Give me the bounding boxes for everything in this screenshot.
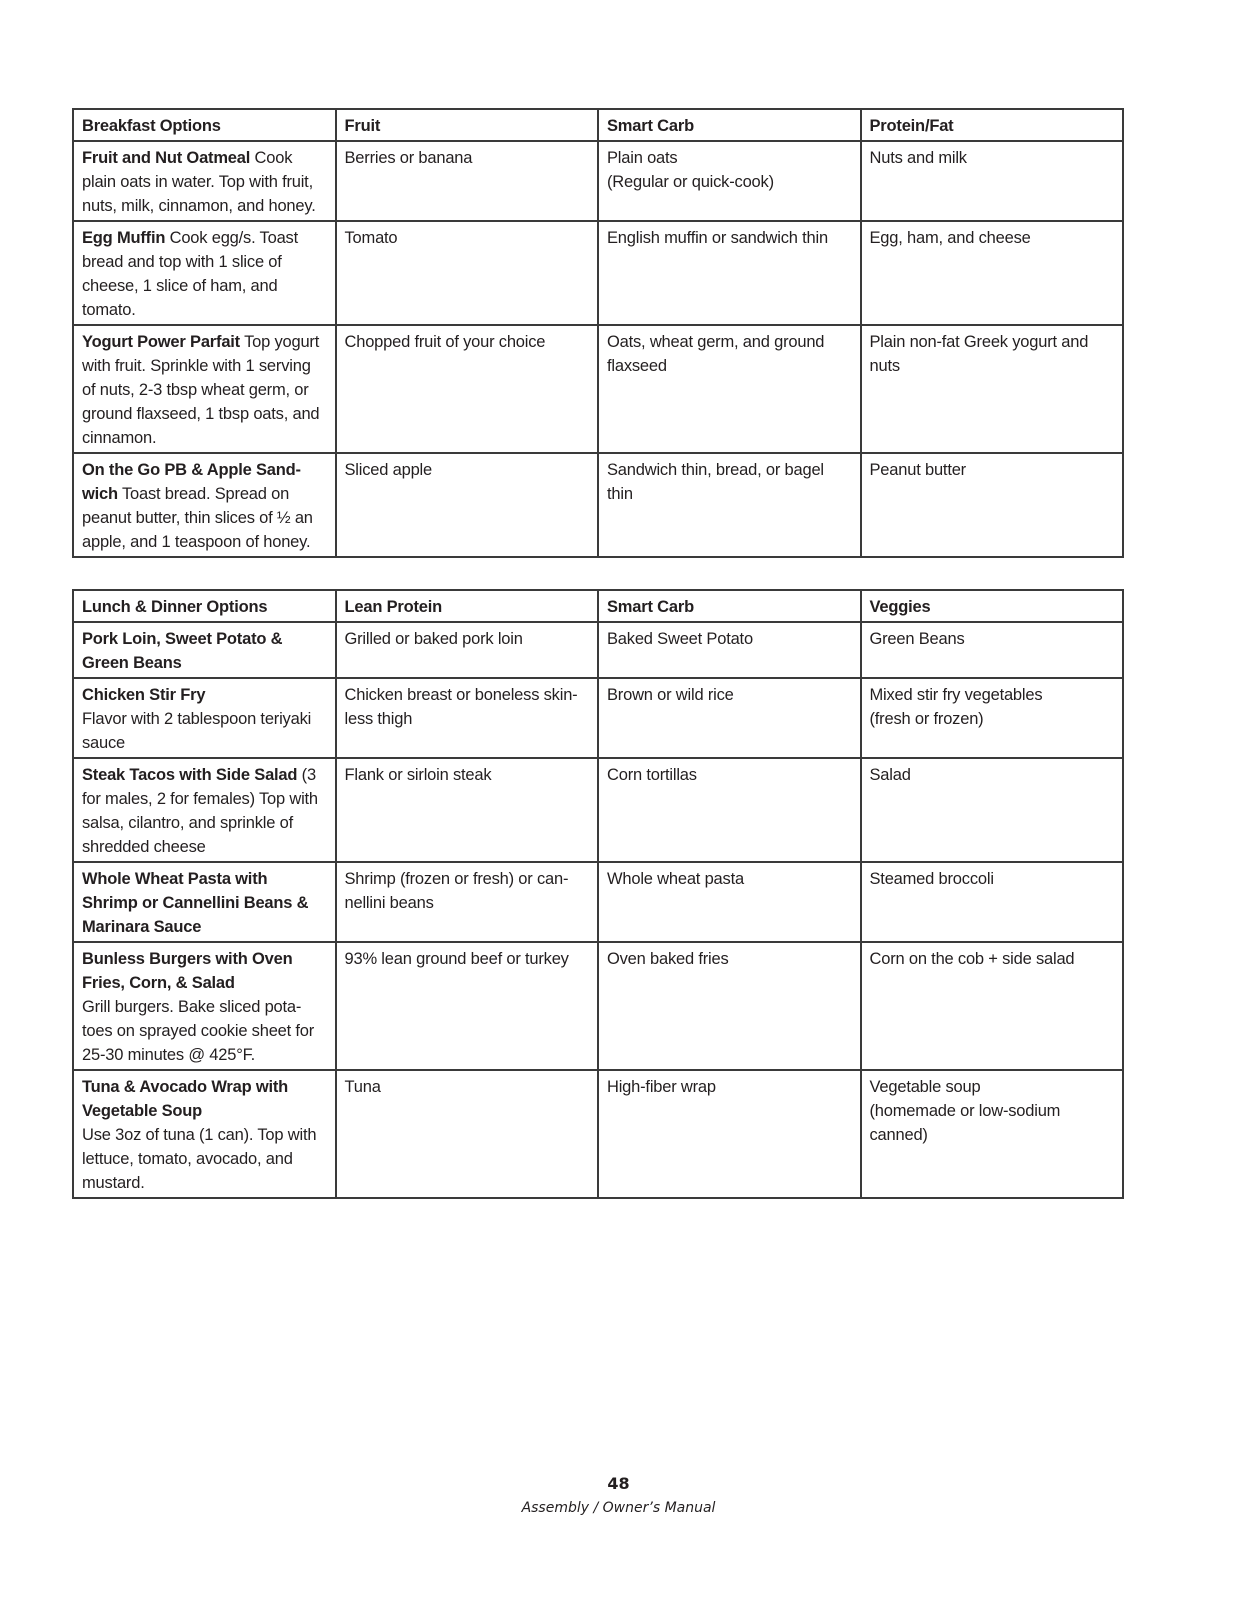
smart-carb-cell: Whole wheat pasta: [598, 862, 861, 942]
meal-description: Use 3oz of tuna (1 can). Top with lettuce, tomato, avocado, and mustard.: [82, 1126, 317, 1192]
meal-name: On the Go PB & Apple Sand-wich: [82, 461, 301, 503]
table-row: [73, 141, 1123, 221]
lean-protein-cell: Chicken breast or boneless skin-less thigh: [336, 678, 599, 758]
fruit-cell: Tomato: [336, 221, 599, 325]
meal-name: Fruit and Nut Oatmeal: [82, 149, 251, 167]
cell-line: (Regular or quick-cook): [607, 173, 774, 191]
column-header-protein-fat: Protein/Fat: [861, 109, 1124, 141]
meal-option-cell: [73, 453, 336, 557]
cell-line: Green Beans: [869, 630, 965, 648]
lean-protein-cell: Shrimp (frozen or fresh) or can-nellini beans: [336, 862, 599, 942]
breakfast-options-table: [72, 108, 1124, 558]
meal-name: Bunless Burgers with Oven Fries, Corn, & Salad: [82, 950, 293, 992]
lean-protein-cell: 93% lean ground beef or turkey: [336, 942, 599, 1070]
smart-carb-cell: [598, 325, 861, 453]
meal-option-cell: [73, 678, 336, 758]
page-number: 48: [607, 1474, 630, 1493]
meal-name: Steak Tacos with Side Salad: [82, 766, 298, 784]
meal-name: Whole Wheat Pasta with Shrimp or Cannellini Beans & Marinara Sauce: [82, 870, 309, 936]
cell-line: (fresh or frozen): [869, 710, 984, 728]
meal-name: Pork Loin, Sweet Potato & Green Beans: [82, 630, 283, 672]
protein-fat-cell: Peanut butter: [861, 453, 1124, 557]
table-header-row: [73, 590, 1123, 622]
cell-line: Mixed stir fry vegetables: [869, 686, 1043, 704]
smart-carb-cell: High-fiber wrap: [598, 1070, 861, 1198]
meal-name: Tuna & Avocado Wrap with Vegetable Soup: [82, 1078, 289, 1120]
cell-line: (homemade or low-sodium canned): [869, 1102, 1061, 1144]
meal-description: (3 for males, 2 for females) Top with salsa, cilantro, and sprinkle of shredded cheese: [82, 766, 318, 856]
meal-option-cell: [73, 758, 336, 862]
fruit-cell: Berries or banana: [336, 141, 599, 221]
meal-option-cell: [73, 141, 336, 221]
cell-line: English muffin or sandwich thin: [607, 229, 828, 247]
lunch-dinner-options-table: [72, 589, 1124, 1199]
meal-name: Chicken Stir Fry: [82, 686, 206, 704]
meal-description: Flavor with 2 tablespoon teriyaki sauce: [82, 710, 312, 752]
table-row: [73, 453, 1123, 557]
table-row: [73, 325, 1123, 453]
cell-line: Corn on the cob + side salad: [869, 950, 1075, 968]
meal-description: Toast bread. Spread on peanut butter, thin slices of ½ an apple, and 1 teaspoon of honey.: [82, 485, 313, 551]
table-row: [73, 221, 1123, 325]
meal-name: Yogurt Power Parfait: [82, 333, 240, 351]
table-row: [73, 942, 1123, 1070]
cell-line: Sandwich thin, bread, or bagel thin: [607, 461, 824, 503]
meal-option-cell: [73, 1070, 336, 1198]
table-row: [73, 862, 1123, 942]
meal-description: Cook plain oats in water. Top with fruit, nuts, milk, cinnamon, and honey.: [82, 149, 316, 215]
cell-line: Steamed broccoli: [869, 870, 994, 888]
veggies-cell: [861, 622, 1124, 678]
meal-description: Top yogurt with fruit. Sprinkle with 1 serving of nuts, 2-3 tbsp wheat germ, or ground flaxseed, 1 tbsp oats, and cinnamon.: [82, 333, 320, 447]
meal-option-cell: [73, 942, 336, 1070]
smart-carb-cell: Brown or wild rice: [598, 678, 861, 758]
cell-line: Oats, wheat germ, and ground flaxseed: [607, 333, 825, 375]
cell-line: Vegetable soup: [869, 1078, 981, 1096]
veggies-cell: [861, 942, 1124, 1070]
smart-carb-cell: Corn tortillas: [598, 758, 861, 862]
column-header-lean-protein: Lean Protein: [336, 590, 599, 622]
smart-carb-cell: Oven baked fries: [598, 942, 861, 1070]
fruit-cell: Chopped fruit of your choice: [336, 325, 599, 453]
smart-carb-cell: [598, 141, 861, 221]
column-header-breakfast-options: Breakfast Options: [73, 109, 336, 141]
column-header-smart-carb: Smart Carb: [598, 590, 861, 622]
meal-description: Grill burgers. Bake sliced pota-toes on sprayed cookie sheet for 25-30 minutes @ 425°F.: [82, 998, 315, 1064]
meal-description: Cook egg/s. Toast bread and top with 1 slice of cheese, 1 slice of ham, and tomato.: [82, 229, 298, 319]
table-row: [73, 622, 1123, 678]
cell-line: Salad: [869, 766, 911, 784]
lean-protein-cell: Grilled or baked pork loin: [336, 622, 599, 678]
column-header-smart-carb: Smart Carb: [598, 109, 861, 141]
protein-fat-cell: Egg, ham, and cheese: [861, 221, 1124, 325]
table-row: [73, 1070, 1123, 1198]
meal-name: Egg Muffin: [82, 229, 166, 247]
meal-option-cell: [73, 221, 336, 325]
fruit-cell: Sliced apple: [336, 453, 599, 557]
manual-title: Assembly / Owner’s Manual: [521, 1500, 716, 1516]
lean-protein-cell: Tuna: [336, 1070, 599, 1198]
table-row: [73, 678, 1123, 758]
smart-carb-cell: Baked Sweet Potato: [598, 622, 861, 678]
lean-protein-cell: Flank or sirloin steak: [336, 758, 599, 862]
veggies-cell: [861, 678, 1124, 758]
cell-line: Plain oats: [607, 149, 678, 167]
table-header-row: [73, 109, 1123, 141]
column-header-veggies: Veggies: [861, 590, 1124, 622]
veggies-cell: [861, 758, 1124, 862]
meal-option-cell: [73, 325, 336, 453]
meal-option-cell: [73, 622, 336, 678]
smart-carb-cell: [598, 453, 861, 557]
column-header-lunch-dinner-options: Lunch & Dinner Options: [73, 590, 336, 622]
veggies-cell: [861, 862, 1124, 942]
protein-fat-cell: Nuts and milk: [861, 141, 1124, 221]
meal-option-cell: [73, 862, 336, 942]
column-header-fruit: Fruit: [336, 109, 599, 141]
table-row: [73, 758, 1123, 862]
protein-fat-cell: Plain non-fat Greek yogurt and nuts: [861, 325, 1124, 453]
smart-carb-cell: [598, 221, 861, 325]
veggies-cell: [861, 1070, 1124, 1198]
